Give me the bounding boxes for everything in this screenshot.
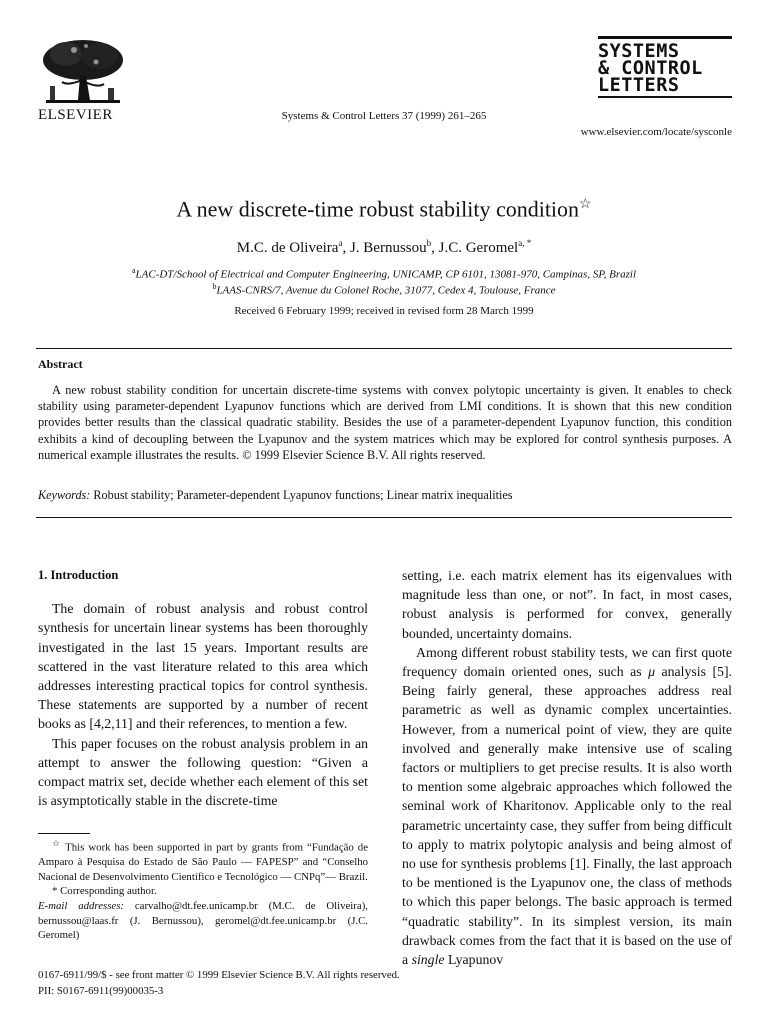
section-heading: 1. Introduction <box>38 568 119 582</box>
author-name: J.C. Geromel <box>438 240 519 256</box>
funding-text: This work has been supported in part by grants from “Fundação de Amparo à Pesquisa do Estado de São Paulo — FAPESP” and “Conselho Nacional de Desenvolvimento Científico e Tecnológico — CNPq”— Brazil. <box>38 841 368 883</box>
pii-line: PII: S0167-6911(99)00035-3 <box>38 985 164 997</box>
paragraph: This paper focuses on the robust analysis problem in an attempt to answer the following question: “Given a compact matrix set, decide whether each element of this set is asymptotically stable in the discrete-time <box>38 735 368 809</box>
left-column <box>38 566 368 810</box>
logo-rule-bottom <box>598 96 732 98</box>
elsevier-tree-logo <box>38 36 128 106</box>
author-list: M.C. de Oliveira$^a$, J. Bernussou$^b$, J.C. Geromel$^{a, *}$ <box>236 238 532 256</box>
paragraph: The domain of robust analysis and robust control synthesis for uncertain linear systems has been thoroughly investigated in the last 15 years. Important results are scattered in the vast literature related to this area which addresses interesting practical topics for control synthesis. These statements are supported by a number of recent books as [4,2,11] and their references, to mention a few. <box>38 601 368 732</box>
emphasis: single <box>411 952 445 968</box>
footnotes <box>38 833 368 943</box>
abstract-text: A new robust stability condition for uncertain discrete-time systems with convex polytopic uncertainty is given. It enables to check stability using parameter-dependent Lyapunov functions which are derived from LMI conditions. It is shown that this new condition provides better results than the classical quadratic stability. Besides the use of a parameter-dependent Lyapunov function, this condition exhibits a kind of decoupling between the Lyapunov and the system matrices which may be explored for control synthesis purposes. A numerical example illustrates the results. © 1999 Elsevier Science B.V. All rights reserved. <box>38 383 732 462</box>
author-name: J. Bernussou <box>349 240 427 256</box>
divider <box>36 517 732 518</box>
logo-word-3: LETTERS <box>598 75 680 96</box>
mu-symbol: μ <box>648 664 656 680</box>
affil-text: LAC-DT/School of Electrical and Computer Engineering, UNICAMP, CP 6101, 13081-970, Campinas, SP, Brazil <box>135 268 637 281</box>
abstract-heading: Abstract <box>38 357 83 371</box>
email-footnote <box>38 899 368 943</box>
paragraph: setting, i.e. each matrix element has its eigenvalues with magnitude less than one, or not”. In fact, in most cases, robust analysis is performed for convex, generally bounded, uncertainty domains. <box>402 568 732 641</box>
logo-word-2: & CONTROL <box>598 58 703 79</box>
author-name: M.C. de Oliveira <box>236 240 339 256</box>
article-title <box>0 196 768 222</box>
email-label: E-mail addresses: <box>38 899 125 912</box>
funding-mark: ☆ <box>52 838 62 848</box>
funding-footnote <box>38 836 368 884</box>
corresponding-author: * Corresponding author. <box>52 885 157 898</box>
issn-line: 0167-6911/99/$ - see front matter © 1999 Elsevier Science B.V. All rights reserved. <box>38 969 400 981</box>
paragraph-text: analysis [5]. Being fairly general, these approaches address real parametric as well as dynamic complex uncertainties. However, from a numerical point of view, they are quite involved and generally make intensive use of scaling factors or multipliers to get precise results. It is also worth to mention some algebraic approaches which followed the seminal work of Kharitonov. Applicable only to the real parametric uncertainty case, they suffer from being difficult to apply to matrix polytopic analysis and being almost of no use for synthesis problems [1]. Finally, the last approach to be mentioned is the Lyapunov one, the class of methods to which this paper belongs. The basic approach is termed “quadratic stability”. In its simplest version, its main drawback comes from the fact that it is based on the use of a <box>402 664 732 968</box>
received-dates: Received 6 February 1999; received in revised form 28 March 1999 <box>234 305 534 317</box>
keywords-label: Keywords: <box>38 488 91 502</box>
title-footnote-mark: ☆ <box>579 197 592 212</box>
logo-rule-top <box>598 36 732 39</box>
email-list: carvalho@dt.fee.unicamp.br (M.C. de Oliveira), bernussou@laas.fr (J. Bernussou), geromel@dt.fee.unicamp.br (J.C. Geromel) <box>38 899 368 942</box>
author-affil-mark: b <box>426 238 432 248</box>
affil-mark: b <box>212 282 217 291</box>
publisher-name: ELSEVIER <box>38 107 113 123</box>
author-affil-mark: a <box>338 238 343 248</box>
affil-text: LAAS-CNRS/7, Avenue du Colonel Roche, 31077, Cedex 4, Toulouse, France <box>216 284 556 297</box>
keywords-text: Robust stability; Parameter-dependent Lyapunov functions; Linear matrix inequalities <box>93 488 513 502</box>
journal-logo <box>598 36 732 102</box>
journal-url[interactable]: www.elsevier.com/locate/sysconle <box>580 126 732 138</box>
affiliation-b <box>0 282 768 297</box>
affiliation-a <box>0 266 768 281</box>
author-affil-mark: a, * <box>518 238 532 248</box>
title-text: A new discrete-time robust stability condition <box>176 196 580 222</box>
divider <box>36 348 732 349</box>
keywords <box>38 488 513 503</box>
footnote-rule <box>38 833 90 834</box>
journal-citation: Systems & Control Letters 37 (1999) 261–265 <box>281 110 487 122</box>
right-column <box>402 566 732 969</box>
paragraph-text: Lyapunov <box>444 952 504 968</box>
paragraph <box>402 643 732 969</box>
paragraph-text: Among different robust stability tests, we can first quote frequency domain oriented ones, such as <box>402 644 732 680</box>
logo-word-1: SYSTEMS <box>598 41 680 62</box>
affil-mark: a <box>131 266 136 275</box>
